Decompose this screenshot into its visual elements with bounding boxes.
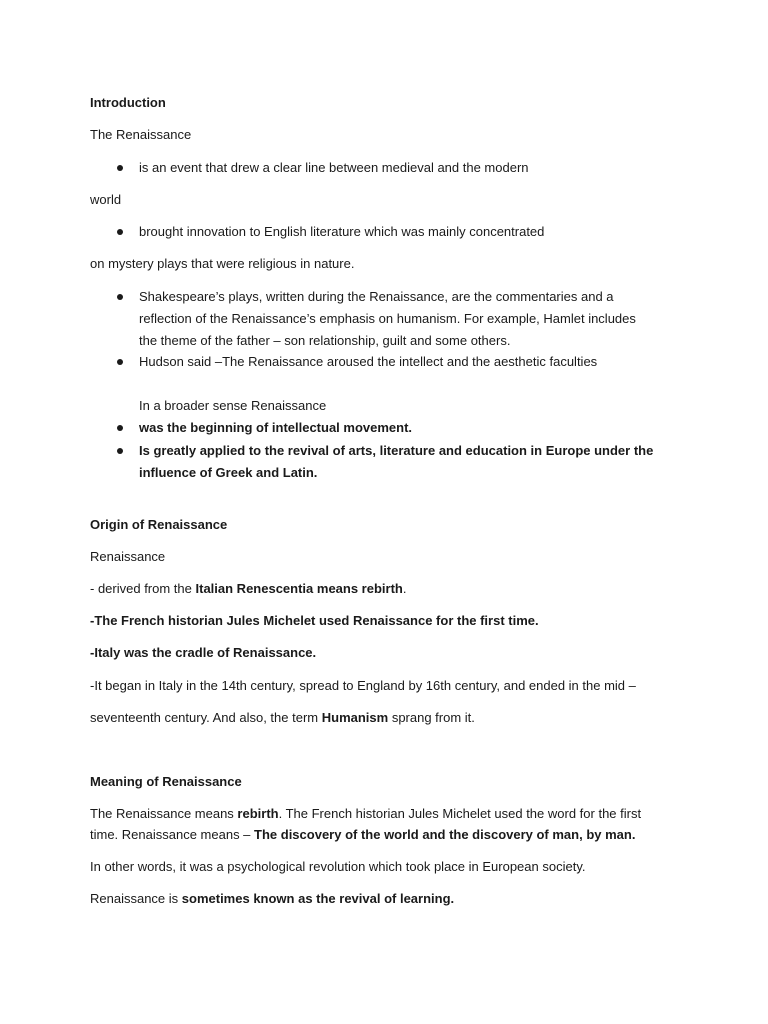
origin-seventeenth-suffix: sprang from it. [388, 710, 475, 725]
origin-derived-prefix: - derived from the [90, 581, 196, 596]
origin-heading: Origin of Renaissance [90, 517, 228, 532]
origin-began: -It began in Italy in the 14th century, spread to England by 16th century, and ended in the mid – [90, 678, 636, 693]
intro-bullet-6-line: Is greatly applied to the revival of arts, literature and education in Europe under the [139, 443, 654, 458]
meaning-heading: Meaning of Renaissance [90, 774, 242, 789]
meaning-rebirth: rebirth [237, 806, 279, 821]
intro-subject: The Renaissance [90, 127, 192, 142]
intro-bullet-1-continuation: world [90, 192, 122, 207]
origin-seventeenth [90, 711, 475, 724]
meaning-line-1 [90, 807, 641, 820]
intro-bullet-1: is an event that drew a clear line between medieval and the modern [139, 160, 529, 175]
meaning-other-words: In other words, it was a psychological revolution which took place in European society. [90, 859, 586, 874]
meaning-line-2 [90, 828, 635, 841]
meaning-line-1-prefix: The Renaissance means [90, 806, 238, 821]
intro-bullet-2-continuation: on mystery plays that were religious in nature. [90, 256, 355, 271]
intro-bullet-2: brought innovation to English literature which was mainly concentrated [139, 224, 545, 239]
intro-bullet-5: was the beginning of intellectual movement. [139, 420, 413, 435]
meaning-revival-of-learning: sometimes known as the revival of learning. [181, 891, 455, 906]
meaning-discovery: The discovery of the world and the discovery of man, by man. [254, 827, 636, 842]
bullet-dot [117, 448, 123, 454]
intro-broader-sense: In a broader sense Renaissance [139, 398, 327, 413]
origin-humanism: Humanism [321, 710, 389, 725]
intro-bullet-3-line: Shakespeare’s plays, written during the Renaissance, are the commentaries and a [139, 289, 614, 304]
meaning-known-prefix: Renaissance is [90, 891, 182, 906]
origin-italy-cradle: -Italy was the cradle of Renaissance. [90, 645, 317, 660]
origin-french-historian: -The French historian Jules Michelet used Renaissance for the first time. [90, 613, 539, 628]
origin-seventeenth-prefix: seventeenth century. And also, the term [90, 710, 322, 725]
meaning-line-2-prefix: time. Renaissance means – [90, 827, 255, 842]
intro-bullet-4: Hudson said –The Renaissance aroused the intellect and the aesthetic faculties [139, 354, 598, 369]
origin-derived [90, 582, 406, 595]
bullet-dot [117, 425, 123, 431]
origin-derived-suffix: . [402, 581, 407, 596]
bullet-dot [117, 165, 123, 171]
bullet-dot [117, 359, 123, 365]
origin-derived-bold: Italian Renescentia means rebirth [195, 581, 403, 596]
meaning-known-as [90, 892, 454, 905]
intro-heading: Introduction [90, 95, 166, 110]
meaning-line-1-suffix: . The French historian Jules Michelet used the word for the first [278, 806, 642, 821]
intro-bullet-6-line: influence of Greek and Latin. [139, 465, 318, 480]
bullet-dot [117, 294, 123, 300]
bullet-dot [117, 229, 123, 235]
intro-bullet-3-line: the theme of the father – son relationship, guilt and some others. [139, 333, 511, 348]
origin-subject: Renaissance [90, 549, 166, 564]
intro-bullet-3-line: reflection of the Renaissance’s emphasis on humanism. For example, Hamlet includes [139, 311, 636, 326]
